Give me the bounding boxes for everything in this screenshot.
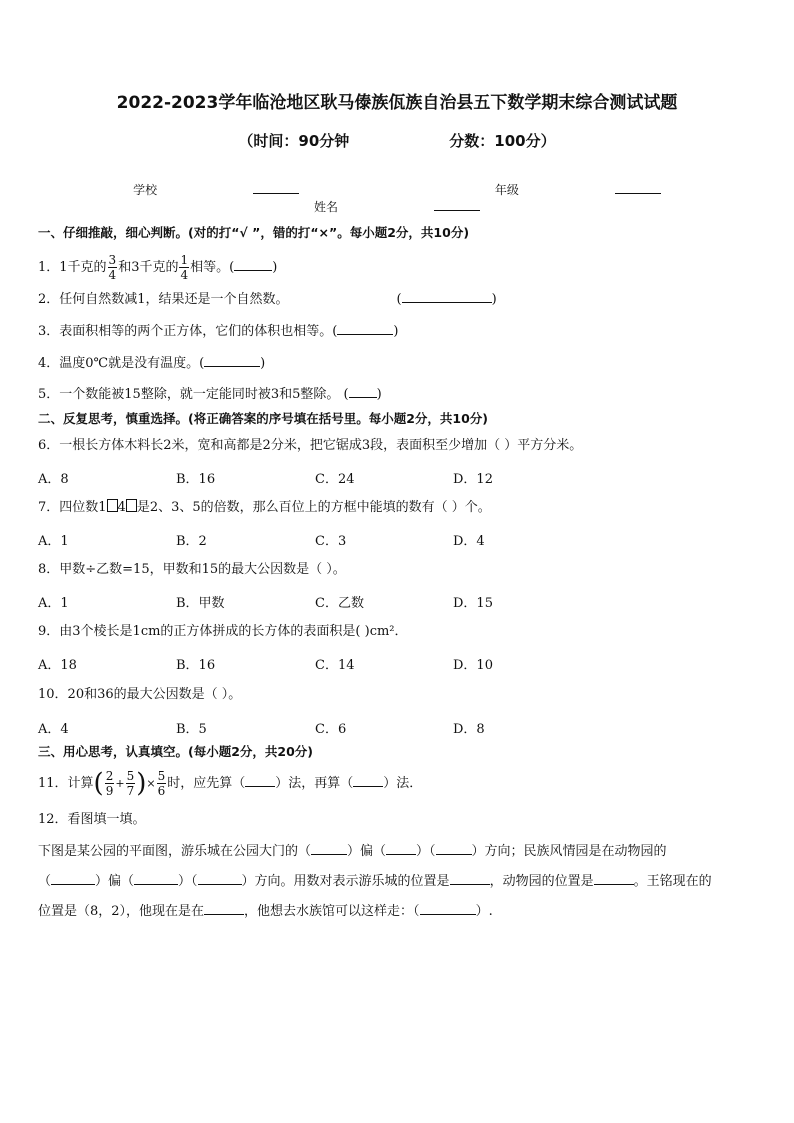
answer-blank[interactable]	[349, 385, 377, 398]
fraction-2-9	[105, 770, 115, 797]
plus-sign: +	[115, 777, 125, 790]
q8-option-c[interactable]: C．乙数	[315, 596, 364, 611]
denominator: 4	[180, 268, 189, 282]
q5-text: 5．一个数能被15整除，就一定能同时被3和5整除。 (	[38, 387, 349, 402]
school-field[interactable]	[85, 181, 347, 198]
exam-subtitle	[0, 130, 794, 151]
question-3	[38, 322, 398, 341]
q12-l2e: ，动物园的位置是	[489, 874, 594, 889]
q12-l2a: （	[38, 874, 52, 889]
numerator: 1	[180, 253, 189, 267]
denominator: 4	[108, 268, 117, 282]
question-7	[38, 499, 491, 517]
q1-text-b: 和3千克的	[118, 260, 179, 275]
q2-close: )	[491, 292, 497, 307]
q10-option-a[interactable]: A．4	[38, 722, 69, 737]
numerator: 2	[105, 769, 114, 783]
q12-l1d: ）方向；民族风情园是在动物园的	[471, 844, 667, 859]
q7-text-b: 4	[117, 500, 126, 515]
q10-option-c[interactable]: C．6	[315, 722, 347, 737]
q9-option-b[interactable]: B．16	[176, 658, 216, 673]
q12-l1c: ）（	[416, 844, 436, 859]
q12-l3b: ，他想去水族馆可以这样走：（	[244, 904, 420, 919]
time-label: （时间：90分钟	[238, 132, 350, 150]
fraction-3-4	[108, 254, 118, 281]
q8-option-b[interactable]: B．甲数	[176, 596, 225, 611]
student-info	[0, 181, 794, 215]
section-2-heading: 二、反复思考，慎重选择。(将正确答案的序号填在括号里。每小题2分，共10分)	[38, 411, 489, 426]
q12-l2b: ）偏（	[95, 874, 135, 889]
q11-text-c: ）法，再算（	[275, 776, 354, 791]
q6-option-d[interactable]: D．12	[453, 472, 493, 487]
question-11	[38, 766, 422, 802]
question-5	[38, 385, 382, 404]
q12-l3a: 位置是（8，2），他现在是在	[38, 904, 205, 919]
question-4	[38, 354, 265, 373]
fraction-1-4	[179, 254, 189, 281]
fraction-5-7	[126, 770, 136, 797]
q4-close: )	[260, 356, 266, 371]
q11-text-d: ）法．	[383, 776, 423, 791]
answer-blank[interactable]	[594, 872, 634, 885]
question-8: 8．甲数÷乙数=15，甲数和15的最大公因数是（ ）。	[38, 562, 346, 577]
close-paren-glyph: )	[136, 768, 147, 799]
q10-option-b[interactable]: B．5	[176, 722, 207, 737]
answer-blank[interactable]	[386, 842, 416, 855]
q11-text-a: 11．计算	[38, 776, 94, 791]
answer-blank[interactable]	[436, 842, 472, 855]
q6-option-a[interactable]: A．8	[38, 472, 69, 487]
q7-text-c: 是2、3、5的倍数，那么百位上的方框中能填的数有（ ）个。	[136, 500, 491, 515]
denominator: 6	[157, 784, 166, 798]
q10-option-d[interactable]: D．8	[453, 722, 485, 737]
times-sign: ×	[146, 777, 156, 790]
numerator: 5	[157, 769, 166, 783]
fraction-5-6	[157, 770, 167, 797]
q7-option-d[interactable]: D．4	[453, 534, 485, 549]
q7-option-c[interactable]: C．3	[315, 534, 347, 549]
name-field[interactable]	[266, 198, 528, 215]
grade-label: 年级	[494, 183, 519, 197]
grade-field[interactable]	[447, 181, 709, 198]
q3-text: 3．表面积相等的两个正方体，它们的体积也相等。(	[38, 324, 338, 339]
q1-text-c: 相等。(	[190, 260, 235, 275]
q9-option-c[interactable]: C．14	[315, 658, 355, 673]
answer-blank[interactable]	[234, 258, 272, 271]
q7-option-a[interactable]: A．1	[38, 534, 69, 549]
question-2	[38, 290, 497, 309]
school-label: 学校	[133, 183, 158, 197]
q2-text: 2．任何自然数减1，结果还是一个自然数。	[38, 292, 289, 307]
denominator: 9	[105, 784, 114, 798]
q5-close: )	[376, 387, 382, 402]
answer-blank[interactable]	[204, 354, 260, 367]
q12-line-3	[38, 897, 758, 927]
question-6: 6．一根长方体木料长2米，宽和高都是2分米，把它锯成3段，表面积至少增加（ ）平方分米。	[38, 438, 583, 453]
answer-blank[interactable]	[311, 842, 347, 855]
q12-line-1	[38, 837, 758, 867]
question-10: 10．20和36的最大公因数是（ ）。	[38, 687, 242, 702]
answer-blank[interactable]	[420, 902, 476, 915]
q11-text-b: 时，应先算（	[167, 776, 246, 791]
denominator: 7	[126, 784, 135, 798]
numerator: 3	[108, 253, 117, 267]
answer-blank[interactable]	[450, 872, 490, 885]
answer-blank[interactable]	[402, 290, 492, 303]
q6-option-b[interactable]: B．16	[176, 472, 216, 487]
answer-blank[interactable]	[245, 774, 275, 787]
name-label: 姓名	[313, 200, 338, 214]
q8-option-a[interactable]: A．1	[38, 596, 69, 611]
q6-option-c[interactable]: C．24	[315, 472, 355, 487]
q1-text-a: 1．1千克的	[38, 260, 107, 275]
answer-blank[interactable]	[134, 872, 178, 885]
q7-option-b[interactable]: B．2	[176, 534, 207, 549]
q12-l1b: ）偏（	[347, 844, 387, 859]
digit-box	[126, 499, 137, 512]
exam-title: 2022-2023学年临沧地区耿马傣族佤族自治县五下数学期末综合测试试题	[116, 93, 678, 113]
question-1	[38, 254, 277, 281]
q8-option-d[interactable]: D．15	[453, 596, 493, 611]
q12-l2f: 。王铭现在的	[633, 874, 712, 889]
answer-blank[interactable]	[204, 902, 244, 915]
q7-text-a: 7．四位数1	[38, 500, 107, 515]
q3-close: )	[393, 324, 399, 339]
numerator: 5	[126, 769, 135, 783]
answer-blank[interactable]	[198, 872, 242, 885]
question-9: 9．由3个棱长是1cm的正方体拼成的长方体的表面积是( )cm²．	[38, 624, 408, 639]
q9-option-a[interactable]: A．18	[38, 658, 77, 673]
section-3-heading: 三、用心思考，认真填空。(每小题2分，共20分)	[38, 744, 314, 759]
q12-l1a: 下图是某公园的平面图，游乐城在公园大门的（	[38, 844, 312, 859]
question-12-title: 12．看图填一填。	[38, 812, 146, 827]
answer-blank[interactable]	[51, 872, 95, 885]
question-12-body	[38, 837, 758, 927]
q1-text-d: )	[272, 260, 278, 275]
q12-l3c: ）.	[475, 904, 493, 919]
score-label: 分数：100分）	[449, 132, 556, 150]
answer-blank[interactable]	[353, 774, 383, 787]
answer-blank[interactable]	[337, 322, 393, 335]
q2-open: (	[396, 292, 402, 307]
section-1-heading: 一、仔细推敲，细心判断。(对的打“√ ”，错的打“×”。每小题2分，共10分)	[38, 225, 470, 240]
open-paren-glyph: (	[93, 768, 104, 799]
q12-l2c: ）（	[178, 874, 198, 889]
q4-text: 4．温度0℃就是没有温度。(	[38, 356, 205, 371]
digit-box	[107, 499, 118, 512]
q9-option-d[interactable]: D．10	[453, 658, 493, 673]
q12-l2d: ）方向。用数对表示游乐城的位置是	[241, 874, 450, 889]
q12-line-2	[38, 867, 758, 897]
